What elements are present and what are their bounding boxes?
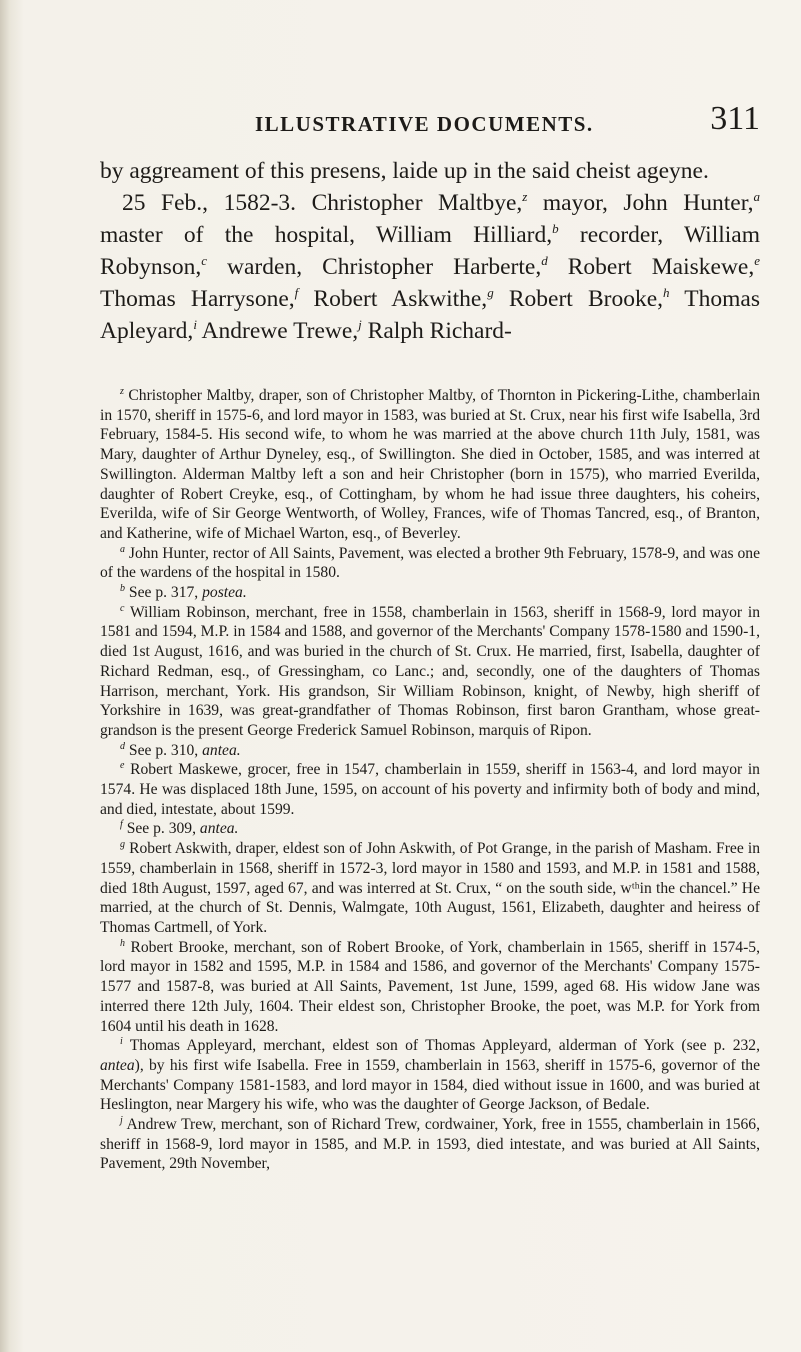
footnote-i: $^i$ Thomas Appleyard, merchant, eldest son of Thomas Appleyard, alderman of York (see p. 232, antea), by his first wife Isabella. Free in 1559, chamberlain in 1563, sheriff in 1575-6, governor of the Merchants' Company 1581-1583, and lord mayor in 1584, died without issue in 1600, and was buried at Heslington, near Margery his wife, who was the daughter of George Jackson, of Bedale.	[100, 1036, 760, 1114]
footnotes	[100, 386, 760, 1174]
footnote-ref-z: z	[522, 189, 528, 205]
footnote-ref-e: e	[754, 253, 761, 269]
footnote-ref-d: d	[541, 253, 548, 269]
footnote-ref-g: g	[487, 285, 494, 301]
paragraph-1: by aggreament of this presens, laide up in the said cheist ageyne.	[100, 158, 709, 184]
footnote-ref-a: a	[753, 189, 760, 205]
footnote-ref-f: f	[294, 285, 299, 301]
footnote-h: $^h$ Robert Brooke, merchant, son of Robert Brooke, of York, chamberlain in 1565, sheriff in 1574-5, lord mayor in 1582 and 1595, M.P. in 1584 and 1586, and governor of the Merchants' Company 1575-1577 and 1587-8, was buried at All Saints, Pavement, 1st June, 1599, aged 68. His widow Jane was interred there 12th July, 1604. Their eldest son, Christopher Brooke, the poet, was M.P. for York from 1604 until his death in 1628.	[100, 937, 760, 1035]
footnote-z: $^z$ Christopher Maltby, draper, son of Christopher Maltby, of Thornton in Pickering-Lithe, chamberlain in 1570, sheriff in 1575-6, and lord mayor in 1583, was buried at St. Crux, near his first wife Isabella, 3rd February, 1584-5. His second wife, to whom he was married at the above church 11th July, 1581, was Mary, daughter of Arthur Dyneley, esq., of Swillington. She died in October, 1585, and was interred at Swillington. Alderman Maltby left a son and heir Christopher (born in 1575), who married Everilda, daughter of Robert Creyke, esq., of Cottingham, by whom he had issue three daughters, his coheirs, Everilda, wife of Sir George Wentworth, of Wolley, Frances, wife of Thomas Tancred, esq., of Branton, and Katherine, wife of Michael Warton, esq., of Beverley.	[100, 385, 760, 542]
footnote-ref-h: h	[663, 285, 670, 301]
page-number: 311	[710, 100, 760, 137]
running-title: ILLUSTRATIVE DOCUMENTS.	[255, 112, 594, 136]
paragraph-2: 25 Feb., 1582-3. Christopher Maltbye,$^z$ mayor, John Hunter,$^a$ master of the hospital, William Hilliard,$^b$ recorder, William Robynson,$^c$ warden, Christopher Harberte,$^d$ Robert Maiskewe,$^e$ Thomas Harrysone,$^f$ Robert Askwithe,$^g$ Robert Brooke,$^h$ Thomas Apleyard,$^i$ Andrewe Trewe,$^j$ Ralph Richard-	[100, 189, 761, 344]
footnote-ref-b: b	[552, 221, 559, 237]
page-header	[100, 100, 760, 140]
footnote-e: $^e$ Robert Maskewe, grocer, free in 1547, chamberlain in 1559, sheriff in 1563-4, and lord mayor in 1574. He was displaced 18th June, 1595, on account of his poverty and infirmity both of body and mind, and died, intestate, about 1599.	[100, 760, 760, 818]
footnote-ref-c: c	[201, 253, 207, 269]
footnote-j: $^j$ Andrew Trew, merchant, son of Richard Trew, cordwainer, York, free in 1555, chamberlain in 1566, sheriff in 1568-9, lord mayor in 1585, and M.P. in 1593, died intestate, and was buried at All Saints, Pavement, 29th November,	[100, 1114, 760, 1173]
footnote-ref-j: j	[358, 317, 362, 333]
footnote-d: $^d$ See p. 310, antea.	[120, 740, 241, 759]
footnote-f: $^f$ See p. 309, antea.	[120, 819, 239, 838]
footnote-b: $^b$ See p. 317, postea.	[120, 582, 247, 602]
footnote-g: $^g$ Robert Askwith, draper, eldest son of John Askwith, of Pot Grange, in the parish of Masham. Free in 1559, chamberlain in 1568, sheriff in 1572-3, lord mayor in 1580 and 1593, and M.P. in 1581 and 1588, died 18th August, 1597, aged 67, and was interred at St. Crux, “ on the south side, wᵗʰin the chancel.” He married, at the church of St. Dennis, Walmgate, 10th August, 1561, Elizabeth, daughter and heiress of Thomas Cartmell, of York.	[100, 838, 760, 936]
main-text	[100, 155, 760, 347]
footnote-a: $^a$ John Hunter, rector of All Saints, Pavement, was elected a brother 9th February, 1578-9, and was one of the wardens of the hospital in 1580.	[100, 543, 760, 582]
footnote-c: $^c$ William Robinson, merchant, free in 1558, chamberlain in 1563, sheriff in 1568-9, lord mayor in 1581 and 1594, M.P. in 1584 and 1588, and governor of the Merchants' Company 1578-1580 and 1590-1, died 1st August, 1616, and was buried in the church of St. Crux. He married, first, Isabella, daughter of Richard Redman, esq., of Gressingham, co Lanc.; and, secondly, one of the daughters of Thomas Harrison, merchant, York. His grandson, Sir William Robinson, knight, of Newby, high sheriff of Yorkshire in 1639, was great-grandfather of Thomas Robinson, first baron Grantham, whose great-grandson is the present George Frederick Samuel Robinson, marquis of Ripon.	[100, 602, 760, 739]
footnote-ref-i: i	[193, 317, 197, 333]
